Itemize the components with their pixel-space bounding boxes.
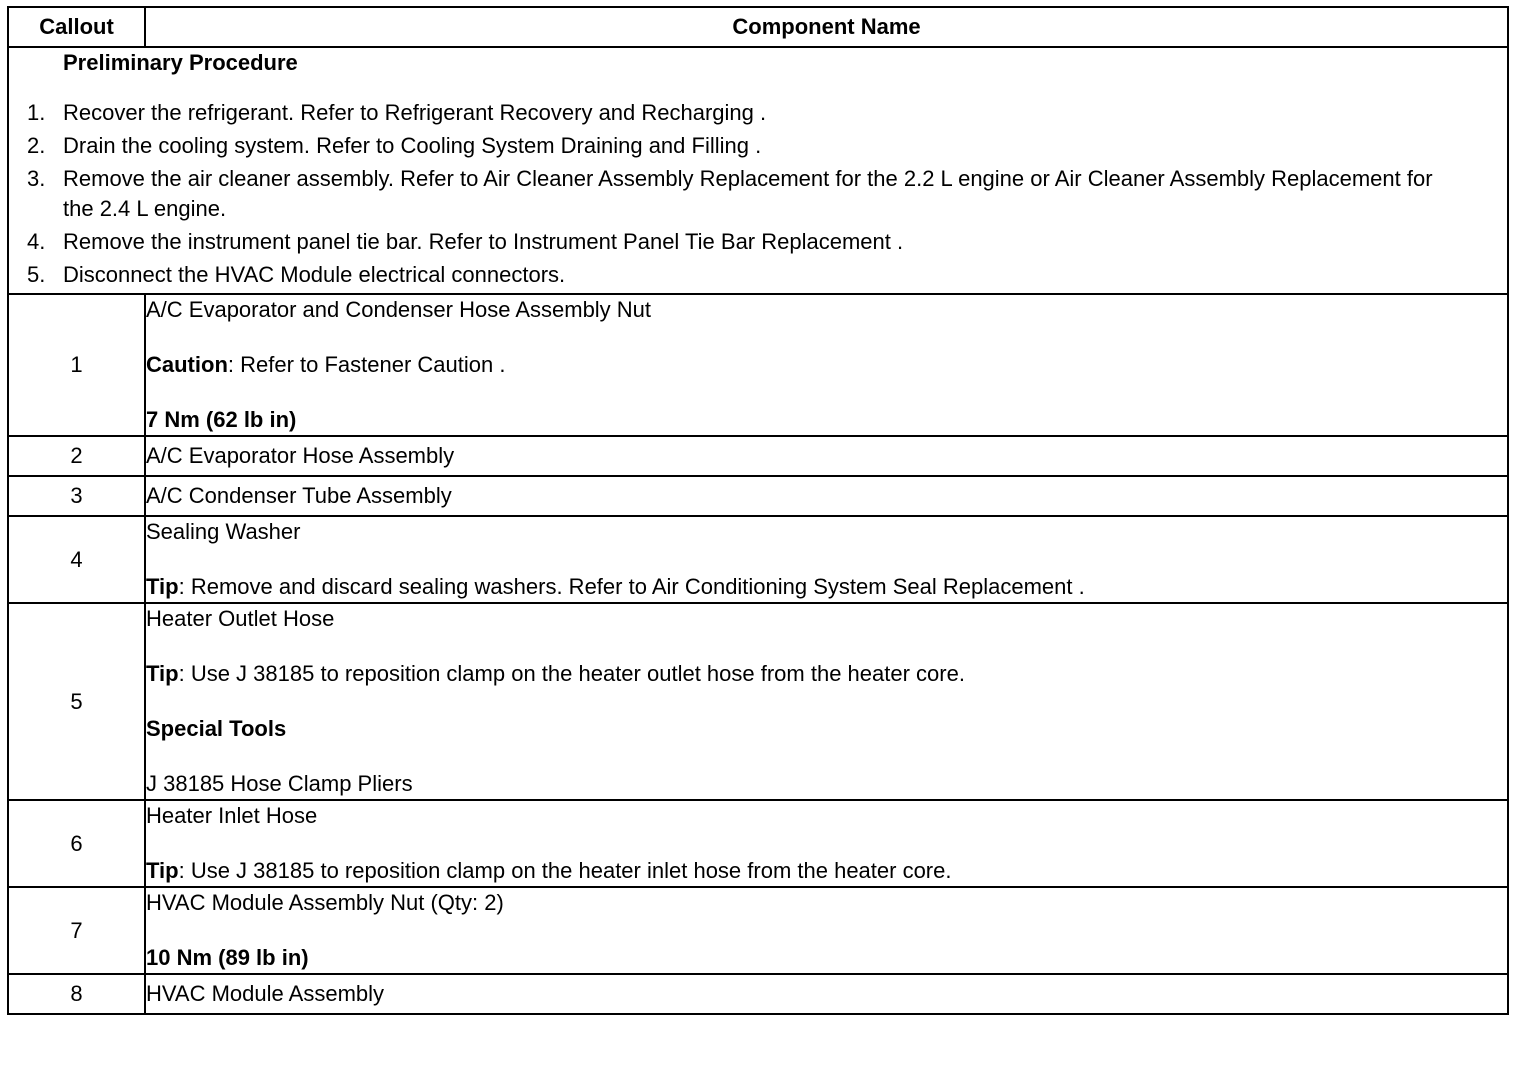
table-row xyxy=(8,887,1508,974)
caution-note xyxy=(146,350,1507,380)
component-cell xyxy=(145,436,1508,476)
table-row xyxy=(8,603,1508,800)
step-number: 5. xyxy=(27,262,46,287)
step-text: Remove the instrument panel tie bar. Refer to Instrument Panel Tie Bar Replacement . xyxy=(63,229,904,254)
table-row xyxy=(8,294,1508,436)
tip-note xyxy=(146,659,1507,689)
component-cell xyxy=(145,294,1508,436)
table-row xyxy=(8,436,1508,476)
callout-number: 8 xyxy=(8,974,145,1014)
tip-note xyxy=(146,572,1507,602)
tip-text: : Use J 38185 to reposition clamp on the heater inlet hose from the heater core. xyxy=(178,858,952,883)
torque-spec: 10 Nm (89 lb in) xyxy=(146,945,309,970)
preliminary-procedure-row xyxy=(8,47,1508,294)
callout-table xyxy=(7,6,1509,1015)
tip-label: Tip xyxy=(146,661,179,686)
component-cell xyxy=(145,516,1508,603)
step-text: Disconnect the HVAC Module electrical connectors. xyxy=(63,262,566,287)
tip-label: Tip xyxy=(146,574,179,599)
component-name: Sealing Washer xyxy=(146,519,301,544)
step-text: Recover the refrigerant. Refer to Refrigerant Recovery and Recharging . xyxy=(63,100,767,125)
step-number: 4. xyxy=(27,229,46,254)
component-name: A/C Condenser Tube Assembly xyxy=(146,483,452,508)
torque-spec: 7 Nm (62 lb in) xyxy=(146,407,297,432)
preliminary-step xyxy=(27,260,1507,290)
callout-number: 5 xyxy=(8,603,145,800)
component-cell xyxy=(145,603,1508,800)
table-header-row xyxy=(8,7,1508,47)
callout-number: 4 xyxy=(8,516,145,603)
step-text: Drain the cooling system. Refer to Cooling System Draining and Filling . xyxy=(63,133,762,158)
component-name: Heater Outlet Hose xyxy=(146,606,335,631)
preliminary-step xyxy=(27,98,1507,128)
preliminary-steps-list xyxy=(9,98,1507,290)
table-row xyxy=(8,516,1508,603)
component-cell xyxy=(145,476,1508,516)
tip-text: : Remove and discard sealing washers. Refer to Air Conditioning System Seal Replacement . xyxy=(178,574,1085,599)
preliminary-step xyxy=(27,227,1507,257)
component-cell xyxy=(145,800,1508,887)
table-row xyxy=(8,974,1508,1014)
component-name: HVAC Module Assembly xyxy=(146,981,385,1006)
step-text: Remove the air cleaner assembly. Refer to Air Cleaner Assembly Replacement for the 2.2 L engine or Air Cleaner Assembly Replacement for the 2.4 L engine. xyxy=(63,166,1433,221)
caution-text: : Refer to Fastener Caution . xyxy=(227,352,506,377)
step-number: 2. xyxy=(27,133,46,158)
component-cell xyxy=(145,887,1508,974)
preliminary-procedure-cell xyxy=(8,47,1508,294)
callout-number: 1 xyxy=(8,294,145,436)
table-row xyxy=(8,476,1508,516)
preliminary-step xyxy=(27,131,1507,161)
callout-number: 7 xyxy=(8,887,145,974)
special-tool: J 38185 Hose Clamp Pliers xyxy=(146,771,413,796)
component-name: HVAC Module Assembly Nut (Qty: 2) xyxy=(146,890,504,915)
table-row xyxy=(8,800,1508,887)
callout-number: 3 xyxy=(8,476,145,516)
component-name: Heater Inlet Hose xyxy=(146,803,318,828)
header-callout: Callout xyxy=(8,7,145,47)
special-tools-label: Special Tools xyxy=(146,716,287,741)
step-number: 3. xyxy=(27,166,46,191)
step-number: 1. xyxy=(27,100,46,125)
preliminary-procedure-title: Preliminary Procedure xyxy=(63,50,298,75)
callout-number: 6 xyxy=(8,800,145,887)
component-name: A/C Evaporator Hose Assembly xyxy=(146,443,455,468)
callout-table-container xyxy=(7,6,1507,1015)
header-component-name: Component Name xyxy=(145,7,1508,47)
preliminary-step xyxy=(27,164,1507,224)
component-name: A/C Evaporator and Condenser Hose Assembly Nut xyxy=(146,297,652,322)
callout-number: 2 xyxy=(8,436,145,476)
tip-label: Tip xyxy=(146,858,179,883)
tip-note xyxy=(146,856,1507,886)
tip-text: : Use J 38185 to reposition clamp on the heater outlet hose from the heater core. xyxy=(178,661,965,686)
component-cell xyxy=(145,974,1508,1014)
caution-label: Caution xyxy=(146,352,228,377)
